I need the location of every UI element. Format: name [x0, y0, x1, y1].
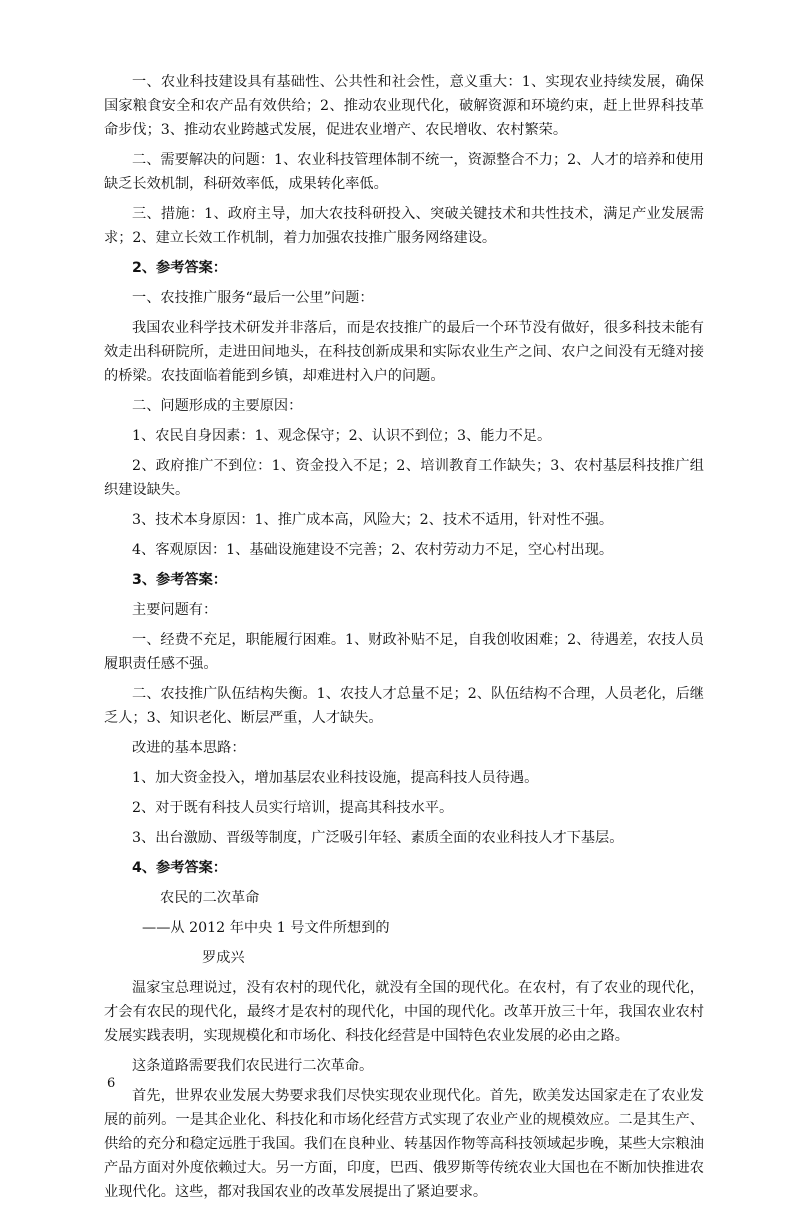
paragraph: 1、农民自身因素：1、观念保守；2、认识不到位；3、能力不足。 — [132, 428, 552, 444]
section-heading: 3、参考答案： — [132, 572, 227, 588]
paragraph: 温家宝总理说过，没有农村的现代化，就没有全国的现代化。在农村，有了农业的现代化，才会有农民的现代化，最终才是农村的现代化，中国的现代化。改革开放三十年，我国农业农村发展实践表明，实现规模化和市场化、科技化经营是中国特色农业发展的必由之路。 — [104, 980, 704, 1044]
essay-author: 罗成兴 — [202, 950, 245, 966]
paragraph: 一、经费不充足，职能履行困难。1、财政补贴不足，自我创收困难；2、待遇差，农技人员履职责任感不强。 — [104, 632, 704, 672]
paragraph: 4、客观原因：1、基础设施建设不完善；2、农村劳动力不足，空心村出现。 — [132, 542, 614, 558]
paragraph: 2、对于既有科技人员实行培训，提高其科技水平。 — [132, 800, 454, 816]
paragraph: 二、问题形成的主要原因： — [132, 398, 303, 414]
paragraph: 一、农技推广服务“最后一公里”问题： — [132, 290, 374, 306]
paragraph: 一、农业科技建设具有基础性、公共性和社会性，意义重大：1、实现农业持续发展，确保国家粮食安全和农产品有效供给；2、推动农业现代化，破解资源和环境约束，赶上世界科技革命步伐；3、推动农业跨越式发展，促进农业增产、农民增收、农村繁荣。 — [104, 74, 704, 138]
section-heading: 4、参考答案： — [132, 860, 227, 876]
paragraph: 3、出台激励、晋级等制度，广泛吸引年轻、素质全面的农业科技人才下基层。 — [132, 830, 624, 846]
essay-subtitle: ——从 2012 年中央 1 号文件所想到的 — [142, 920, 390, 936]
paragraph: 二、农技推广队伍结构失衡。1、农技人才总量不足；2、队伍结构不合理，人员老化，后继乏人；3、知识老化、断层严重，人才缺失。 — [104, 686, 704, 726]
paragraph: 首先，世界农业发展大势要求我们尽快实现农业现代化。首先，欧美发达国家走在了农业发展的前列。一是其企业化、科技化和市场化经营方式实现了农业产业的规模效应。二是其生产、供给的充分和稳定远胜于我国。我们在良种业、转基因作物等高科技领域起步晚，某些大宗粮油产品方面对外度依赖过大。另一方面，印度，巴西、俄罗斯等传统农业大国也在不断加快推进农业现代化。这些，都对我国农业的改革发展提出了紧迫要求。 — [104, 1088, 704, 1200]
paragraph: 1、加大资金投入，增加基层农业科技设施，提高科技人员待遇。 — [132, 770, 539, 786]
paragraph: 改进的基本思路： — [132, 740, 246, 756]
page-body — [104, 70, 704, 1210]
paragraph: 主要问题有： — [132, 602, 218, 618]
paragraph: 这条道路需要我们农民进行二次革命。 — [132, 1058, 374, 1074]
paragraph: 3、技术本身原因：1、推广成本高，风险大；2、技术不适用，针对性不强。 — [132, 512, 614, 528]
essay-title: 农民的二次革命 — [160, 890, 260, 906]
paragraph: 我国农业科学技术研发并非落后，而是农技推广的最后一个环节没有做好，很多科技未能有效走出科研院所，走进田间地头，在科技创新成果和实际农业生产之间、农户之间没有无缝对接的桥梁。农技面临着能到乡镇，却难进村入户的问题。 — [104, 320, 704, 384]
paragraph: 二、需要解决的问题：1、农业科技管理体制不统一，资源整合不力；2、人才的培养和使用缺乏长效机制，科研效率低，成果转化率低。 — [104, 152, 704, 192]
section-heading: 2、参考答案： — [132, 260, 227, 276]
paragraph: 三、措施：1、政府主导，加大农技科研投入、突破关键技术和共性技术，满足产业发展需求；2、建立长效工作机制，着力加强农技推广服务网络建设。 — [104, 206, 704, 246]
paragraph: 2、政府推广不到位：1、资金投入不足；2、培训教育工作缺失；3、农村基层科技推广组织建设缺失。 — [104, 458, 704, 498]
page-number: 6 — [107, 1076, 116, 1091]
